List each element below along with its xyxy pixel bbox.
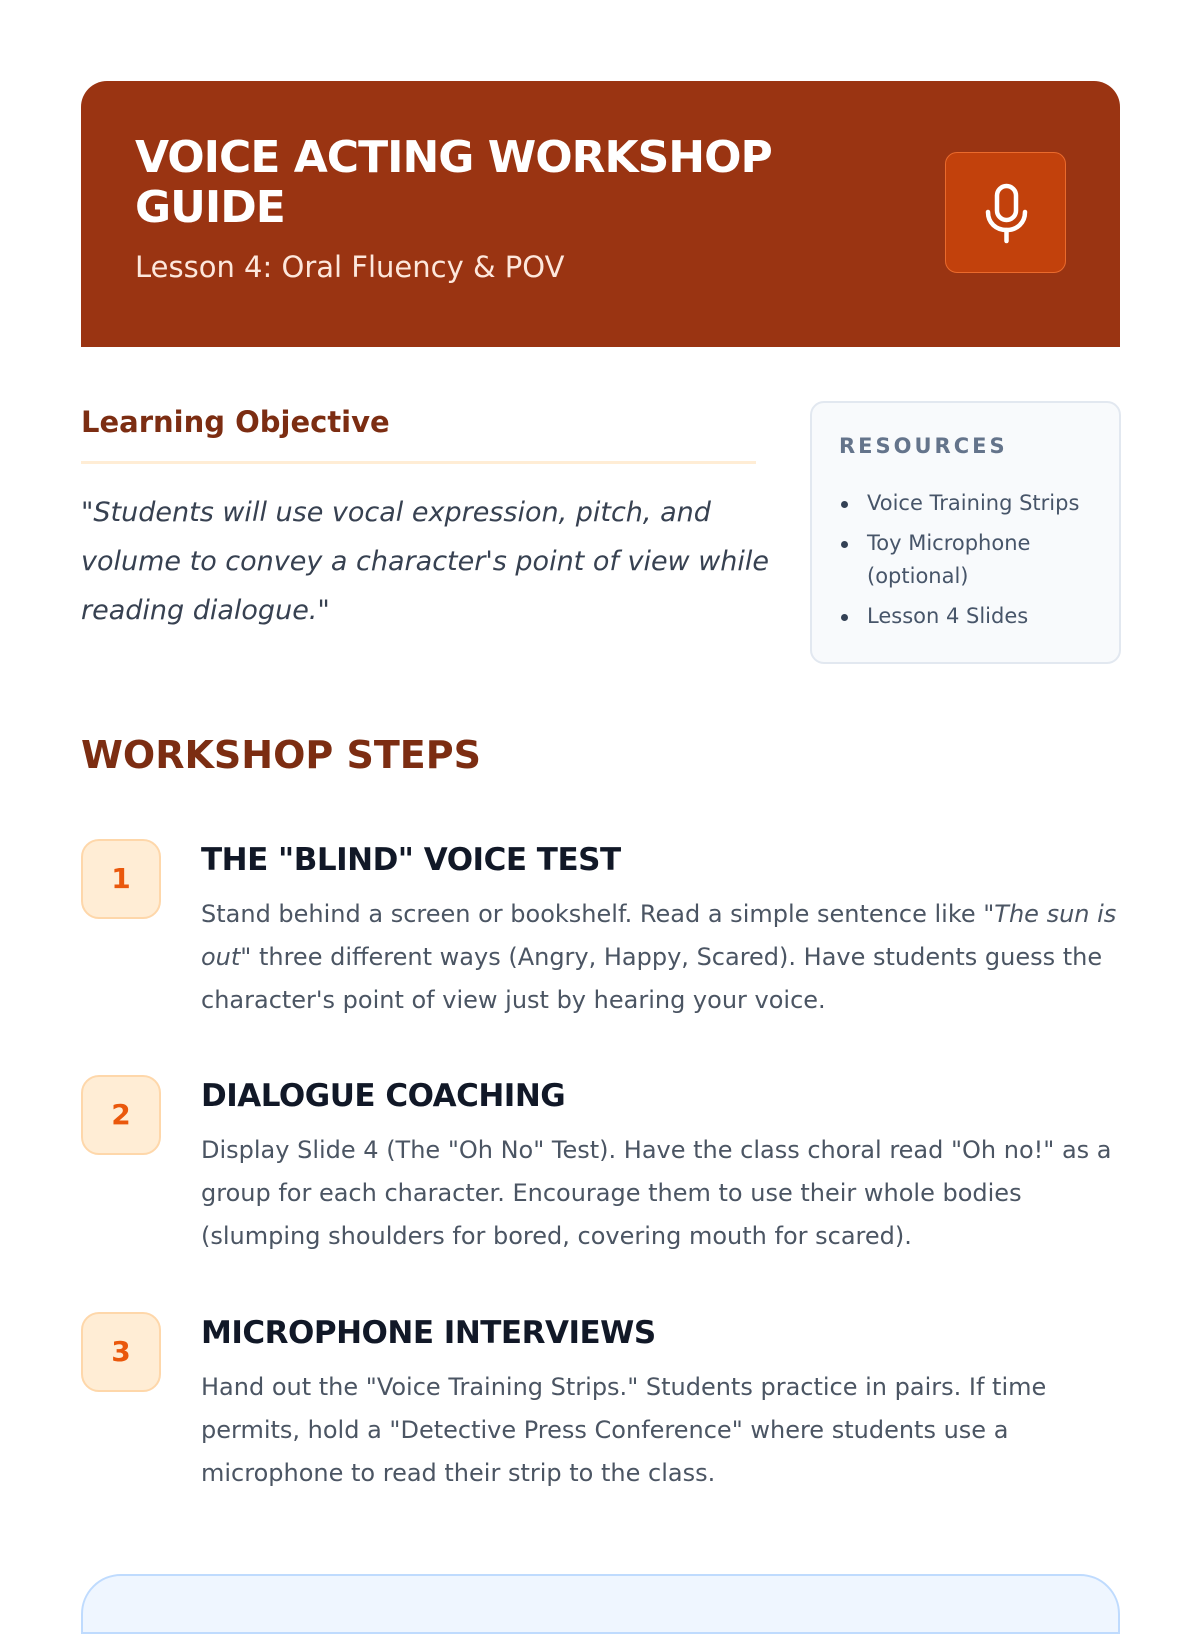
step-description: Display Slide 4 (The "Oh No" Test). Have the class choral read "Oh no!" as a group for each character. Encourage them to use their whole bodies (slumping shoulders for bored, covering mouth for scared). <box>201 1136 1112 1250</box>
learning-objective-text: "Students will use vocal expression, pitch, and volume to convey a character's point of view while reading dialogue." <box>81 497 770 626</box>
resources-list <box>839 487 1104 640</box>
page-title: VOICE ACTING WORKSHOP GUIDE <box>135 132 772 233</box>
step-description: Hand out the "Voice Training Strips." Students practice in pairs. If time permits, hold a "Detective Press Conference" where students use a microphone to read their strip to the class. <box>201 1373 1047 1487</box>
learning-objective-heading: Learning Objective <box>81 405 390 439</box>
resource-item: Toy Microphone (optional) <box>839 527 1104 593</box>
lesson-header <box>81 81 1120 347</box>
resources-panel <box>810 401 1121 664</box>
step-description-part: Stand behind a screen or bookshelf. Read a simple sentence like <box>201 900 984 928</box>
step-example-sentence: "The sun is out" <box>201 900 1117 971</box>
microphone-icon <box>983 183 1030 245</box>
step-title: MICROPHONE INTERVIEWS <box>201 1315 656 1351</box>
lesson-subtitle: Lesson 4: Oral Fluency & POV <box>135 250 565 284</box>
microphone-badge <box>945 152 1066 273</box>
next-section-card <box>81 1574 1120 1634</box>
resource-item: Voice Training Strips <box>839 487 1104 520</box>
workshop-steps-heading: WORKSHOP STEPS <box>81 733 481 777</box>
resources-title: RESOURCES <box>839 434 1008 458</box>
resource-item: Lesson 4 Slides <box>839 600 1104 633</box>
step-description <box>201 893 1126 1022</box>
step-title: THE "BLIND" VOICE TEST <box>201 842 621 878</box>
objective-divider <box>81 461 756 464</box>
step-number-badge: 1 <box>81 839 161 919</box>
step-number-badge: 3 <box>81 1312 161 1392</box>
step-title: DIALOGUE COACHING <box>201 1078 566 1114</box>
step-number-badge: 2 <box>81 1075 161 1155</box>
step-description-part: three different ways (Angry, Happy, Scared). Have students guess the character's point of view just by hearing your voice. <box>201 943 1103 1014</box>
